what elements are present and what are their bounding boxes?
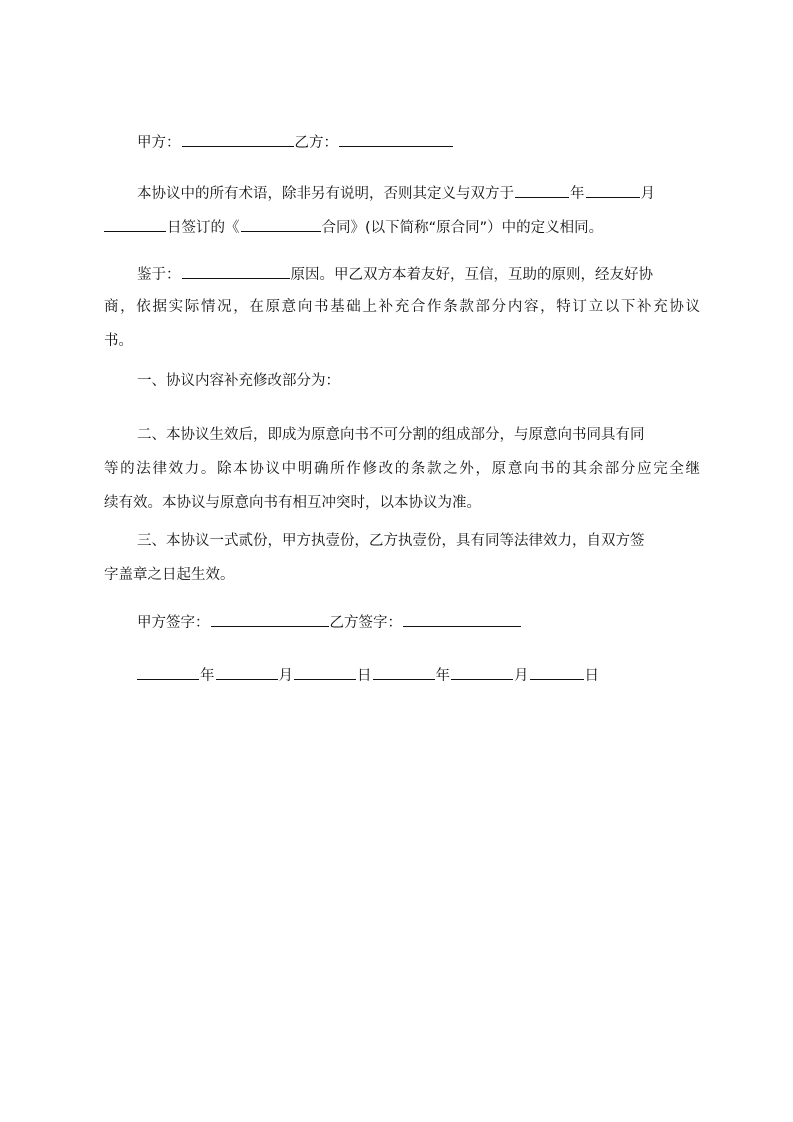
sign-date-year-blank[interactable] <box>515 182 569 198</box>
party-b-day-blank[interactable] <box>530 664 584 680</box>
party-a-month-label: 月 <box>278 668 293 684</box>
sign-date-month-blank[interactable] <box>586 182 640 198</box>
party-b-month-blank[interactable] <box>451 664 513 680</box>
party-b-signature-blank[interactable] <box>403 611 521 627</box>
whereas-line-3: 书。 <box>104 333 133 349</box>
party-a-blank[interactable] <box>182 131 294 147</box>
definition-line-2 <box>104 216 700 236</box>
clause-2-line-3: 续有效。本协议与原意向书有相互冲突时，以本协议为准。 <box>104 495 481 511</box>
whereas-line-2: 商，依据实际情况，在原意向书基础上补充合作条款部分内容，特订立以下补充协议 <box>104 299 700 315</box>
clause-3-paragraph <box>104 531 700 585</box>
contract-name-blank[interactable] <box>241 216 321 232</box>
party-a-day-blank[interactable] <box>294 664 356 680</box>
definition-month-label: 月 <box>640 186 655 202</box>
party-a-year-label: 年 <box>200 668 215 684</box>
party-b-year-label: 年 <box>435 668 450 684</box>
clause-2-paragraph <box>104 425 700 513</box>
party-a-month-blank[interactable] <box>216 664 278 680</box>
clause-2-line-1: 二、本协议生效后，即成为原意向书不可分割的组成部分，与原意向书同具有同 <box>137 427 645 443</box>
clause-3-line-1: 三、本协议一式贰份，甲方执壹份，乙方执壹份，具有同等法律效力，自双方签 <box>137 533 645 549</box>
party-b-sign-label: 乙方签字： <box>329 615 402 631</box>
date-line <box>137 664 733 686</box>
party-a-sign-label: 甲方签字： <box>137 615 210 631</box>
definition-text: 本协议中的所有术语，除非另有说明，否则其定义与双方于 <box>137 186 514 202</box>
parties-line <box>137 131 733 153</box>
whereas-line-1-text: 原因。甲乙双方本着友好，互信，互助的原则，经友好协 <box>290 267 653 283</box>
reason-blank[interactable] <box>182 263 290 279</box>
definition-contract-text: 合同》(以下简称“原合同”）中的定义相同。 <box>321 220 604 236</box>
party-a-label: 甲方： <box>137 135 181 151</box>
party-b-blank[interactable] <box>339 131 453 147</box>
clause-2-line-2: 等的法律效力。除本协议中明确所作修改的条款之外，原意向书的其余部分应完全继 <box>104 461 700 477</box>
party-b-label: 乙方： <box>294 135 338 151</box>
whereas-paragraph <box>104 263 700 351</box>
sign-date-day-blank[interactable] <box>104 216 166 232</box>
party-a-year-blank[interactable] <box>137 664 199 680</box>
party-b-day-label: 日 <box>584 668 599 684</box>
definition-line-1 <box>104 182 700 202</box>
whereas-line-1 <box>104 263 700 283</box>
clause-3-line-2: 字盖章之日起生效。 <box>104 567 235 583</box>
party-a-day-label: 日 <box>357 668 372 684</box>
party-a-signature-blank[interactable] <box>211 611 329 627</box>
party-b-year-blank[interactable] <box>373 664 435 680</box>
party-b-month-label: 月 <box>514 668 529 684</box>
clause-1: 一、协议内容补充修改部分为： <box>137 373 340 389</box>
definition-day-text: 日签订的《 <box>167 220 240 236</box>
signature-line <box>137 611 733 633</box>
whereas-label: 鉴于： <box>137 267 181 283</box>
definition-paragraph <box>104 182 700 236</box>
definition-year-label: 年 <box>570 186 585 202</box>
